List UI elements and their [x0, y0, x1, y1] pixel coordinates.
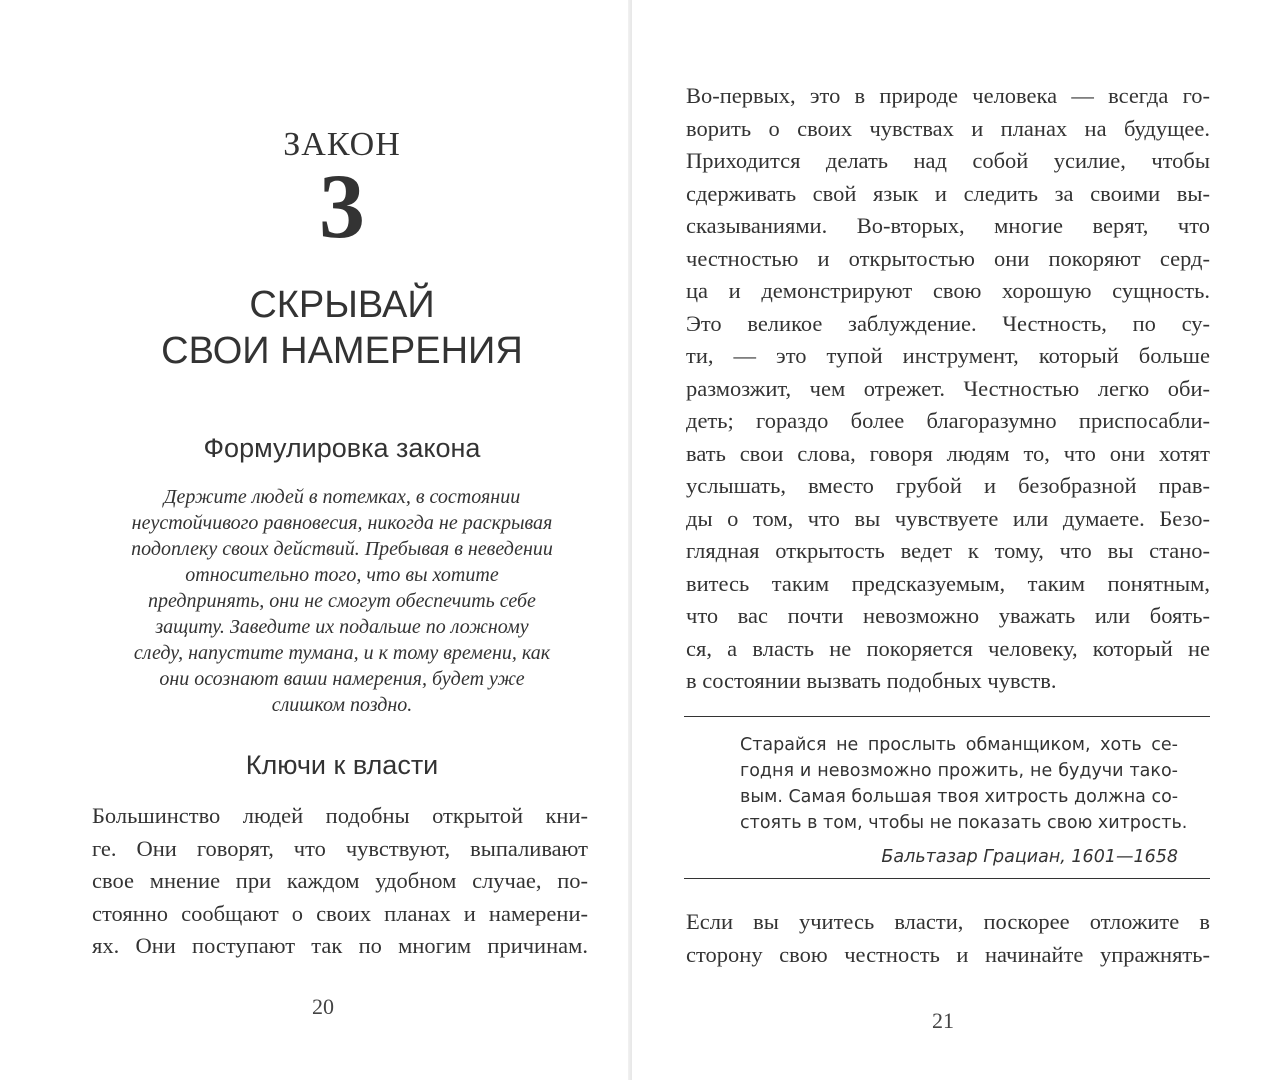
- law-statement-line: слишком поздно.: [271, 694, 413, 716]
- body-line: ся, а власть не покоряется человеку, который не: [686, 635, 1210, 661]
- body-line: размозжит, чем отрежет. Честностью легко оби-: [686, 375, 1210, 401]
- epigraph: [740, 732, 1188, 836]
- law-statement-line: следу, напустите тумана, и к тому времени, как: [133, 642, 551, 664]
- body-line: сторону свою честность и начинайте упражнять-: [686, 941, 1210, 967]
- law-number: 3: [319, 155, 365, 257]
- body-line: Если вы учитесь власти, поскорее отложите в: [686, 909, 1210, 934]
- law-statement-line: предпринять, они не смогут обеспечить себе: [148, 590, 536, 612]
- law-label: ЗАКОН: [283, 126, 401, 163]
- body-line: свое мнение при каждом удобном случае, по-: [92, 868, 588, 893]
- epigraph-line: вым. Самая большая твоя хитрость должна со-: [740, 787, 1179, 807]
- law-title: [92, 282, 592, 374]
- epigraph-rule-top: [684, 716, 1210, 717]
- body-line: сказываниями. Во-вторых, многие верят, что: [686, 213, 1210, 238]
- law-statement-line: они осознают ваши намерения, будет уже: [159, 668, 525, 690]
- law-title-line: СКРЫВАЙ: [249, 284, 435, 326]
- epigraph-rule-bottom: [684, 878, 1210, 879]
- right-page: [632, 0, 1269, 1080]
- body-line: ге. Они говорят, что чувствуют, выпаливают: [92, 835, 588, 861]
- body-line: вать свои слова, говоря людям то, что они хотят: [686, 440, 1210, 466]
- body-line: ца и демонстрируют свою хорошую сущность.: [686, 278, 1210, 303]
- formulation-heading: Формулировка закона: [203, 433, 481, 463]
- body-text: [92, 800, 588, 963]
- epigraph-attribution: Бальтазар Грациан, 1601—1658: [881, 847, 1178, 867]
- page-number: 21: [932, 1008, 954, 1033]
- body-line: глядная открытость ведет к тому, что вы стано-: [686, 538, 1210, 563]
- keys-heading: Ключи к власти: [245, 750, 439, 780]
- epigraph-line: годня и невозможно прожить, не будучи тако-: [740, 761, 1178, 781]
- law-statement-line: защиту. Заведите их подальше по ложному: [155, 616, 529, 638]
- body-line: ти, — это тупой инструмент, который больше: [686, 343, 1210, 368]
- body-line: Приходится делать над собой усилие, чтобы: [686, 148, 1210, 173]
- body-line: что вас почти невозможно уважать или боять-: [686, 603, 1210, 628]
- body-line: в состоянии вызвать подобных чувств.: [686, 668, 1057, 693]
- body-line: ворить о своих чувствах и планах на будущее.: [686, 115, 1210, 141]
- body-text-continued: [686, 906, 1210, 971]
- law-statement: [92, 484, 592, 718]
- law-statement-line: Держите людей в потемках, в состоянии: [163, 486, 521, 508]
- body-line: деть; гораздо более благоразумно приспосабли-: [686, 408, 1210, 433]
- body-line: Во-первых, это в природе человека — всегда го-: [686, 83, 1210, 108]
- left-page: [0, 0, 632, 1080]
- law-statement-line: подоплеку своих действий. Пребывая в неведении: [131, 538, 553, 560]
- body-line: Большинство людей подобны открытой кни-: [92, 803, 588, 828]
- body-line: стоянно сообщают о своих планах и намерени-: [92, 900, 588, 926]
- body-line: витесь таким предсказуемым, таким понятным,: [686, 570, 1210, 596]
- body-line: сдерживать свой язык и следить за своими вы-: [686, 180, 1210, 206]
- epigraph-line: стоять в том, чтобы не показать свою хитрость.: [740, 813, 1188, 833]
- body-line: ях. Они поступают так по многим причинам.: [92, 933, 588, 958]
- law-statement-line: неустойчивого равновесия, никогда не раскрывая: [131, 512, 553, 534]
- law-title-line: СВОИ НАМЕРЕНИЯ: [161, 330, 523, 372]
- law-statement-line: относительно того, что вы хотите: [185, 564, 499, 586]
- body-line: ды о том, что вы чувствуете или думаете. Безо-: [686, 505, 1210, 531]
- body-text: [686, 80, 1210, 698]
- body-line: Это великое заблуждение. Честность, по су-: [686, 310, 1210, 336]
- body-line: услышать, вместо грубой и безобразной прав-: [686, 473, 1210, 498]
- epigraph-line: Старайся не прослыть обманщиком, хоть се-: [740, 735, 1178, 755]
- body-line: честностью и открытостью они покоряют серд-: [686, 245, 1210, 271]
- page-number: 20: [312, 994, 334, 1019]
